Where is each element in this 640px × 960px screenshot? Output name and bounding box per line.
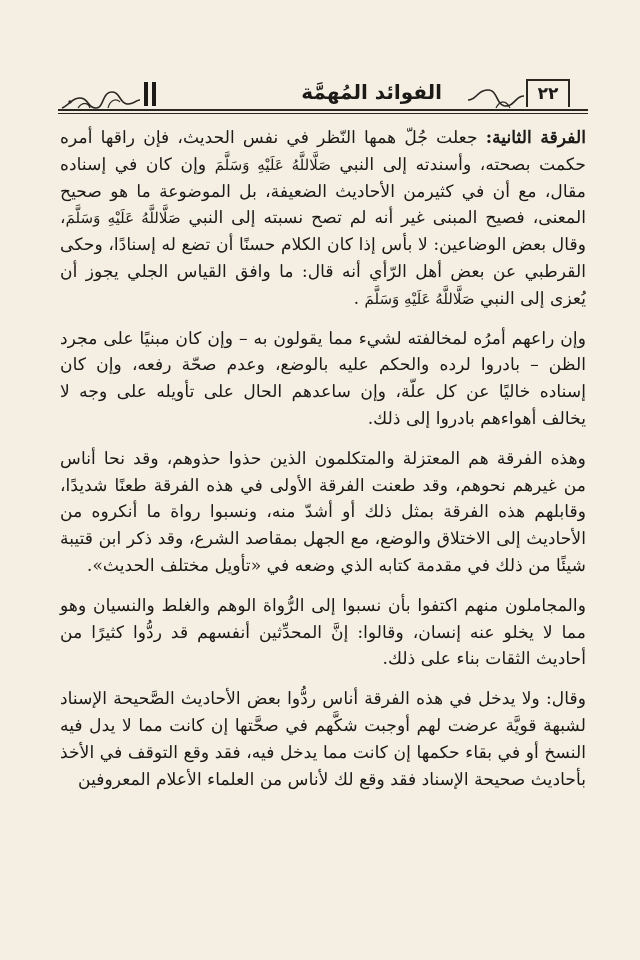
paragraph-lead: الفرقة الثانية:: [485, 128, 586, 148]
paragraph-1: [60, 125, 586, 313]
running-title: الفوائد المُهمَّة: [301, 80, 442, 104]
paragraph-segment: جعلت جُلّ همها النّظر في نفس الحديث، فإن راقها أمره حكمت بصحته، وأسندته إلى النبي: [60, 128, 586, 175]
header-rule: [58, 109, 588, 111]
honorific-phrase: صَلَّاللَّهُ عَلَيْهِ وَسَلَّمَ: [364, 289, 475, 308]
title-bar-left-2: [152, 82, 156, 106]
paragraph-segment: .: [353, 288, 365, 309]
paragraph-3: وهذه الفرقة هم المعتزلة والمتكلمون الذين حذوا حذوهم، وقد نحا أناس من غيرهم نحوهم، وقد طعنت الفرقة الأولى في هذه الفرقة طعنًا شديدًا، وقابلهم هذه الفرقة بمثل ذلك أو أشدّ منه، ونسبوا رواة ما أنكروه من الأحاديث إلى الاختلاق والوضع، مع الجهل بمقاصد الشرع، وقد ذكر ابن قتيبة شيئًا من ذلك في مقدمة كتابه الذي وضعه في «تأويل مختلف الحديث».: [60, 448, 586, 576]
header-rule-thin: [58, 113, 588, 114]
page-header: [58, 78, 588, 122]
paragraph-segment: ، وقال بعض الوضاعين: لا بأس إذا كان الكلام حسنًا أن تضع له إسنادًا، وحكى القرطبي عن بعض أهل الرّأي أنه قال: ما وافق القياس الجلي يجوز أن يُعزى إلى النبي: [60, 208, 586, 309]
paragraph-2: وإن راعهم أمرُه لمخالفته لشيء مما يقولون به – وإن كان مبنيًا على مجرد الظن – بادروا لرده والحكم عليه بالوضع، وعدم صحّة رفعه، وإن كان إسناده خاليًا عن كل علّة، وإن ساعدهم الحال على تأويله على وجه لا يخالف أهواءهم بادروا إلى ذلك.: [60, 328, 586, 429]
body-text: [60, 125, 586, 793]
honorific-phrase: صَلَّاللَّهُ عَلَيْهِ وَسَلَّمَ: [214, 155, 331, 174]
page-number: ٢٢: [526, 79, 570, 107]
honorific-phrase: صَلَّاللَّهُ عَلَيْهِ وَسَلَّمَ: [65, 209, 181, 228]
paragraph-4: والمجاملون منهم اكتفوا بأن نسبوا إلى الرُّواة الوهم والغلط والنسيان وهو مما لا يخلو عنه إنسان، وقالوا: إنَّ المحدِّثين أنفسهم قد ردُّوا كثيرًا من أحاديث الثقات بناء على ذلك.: [60, 595, 586, 670]
paragraph-segment: وإن كان في إسناده مقال، مع أن في كثيرمن الأحاديث الضعيفة، بل الموضوعة ما هو صحيح المعنى، فصيح المبنى غير أنه لم تصح نسبته إلى النبي: [60, 154, 586, 229]
title-bar-left: [144, 82, 148, 106]
paragraph-5: وقال: ولا يدخل في هذه الفرقة أناس ردُّوا بعض الأحاديث الصَّحيحة الإسناد لشبهة قويَّة عرضت لهم أوجبت شكَّهم في صحَّتها إن كانت مما لا يدل فيه النسخ أو في بقاء حكمها إن كانت مما يدخل فيه، فقد وقع التوقف في الأخذ بأحاديث صحيحة الإسناد فقد وقع لك لأناس من العلماء الأعلام المعروفين: [60, 689, 586, 790]
